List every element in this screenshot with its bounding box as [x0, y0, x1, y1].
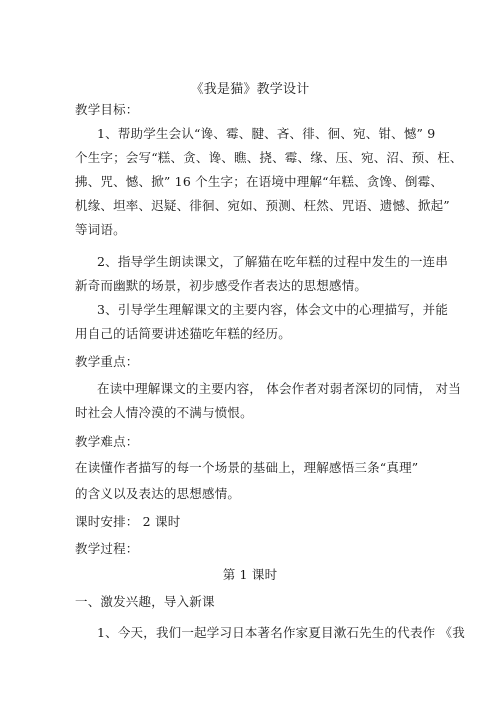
step-1-line-1: 1、今天，我们一起学习日本著名作家夏目漱石先生的代表作 《我	[97, 625, 465, 640]
key-points-line-1: 在读中理解课文的主要内容， 体会作者对弱者深切的同情， 对当	[97, 381, 461, 396]
goal-1-line-5: 等词语。	[75, 222, 126, 237]
difficulties-heading: 教学难点：	[75, 434, 139, 449]
lesson-title: 第 1 课时	[222, 567, 278, 582]
goal-1-line-1: 1、帮助学生会认“谗、霉、腱、吝、徘、徊、宛、钳、憾” 9	[97, 126, 436, 141]
goal-1-line-3: 拂、咒、憾、掀” 16 个生字；在语境中理解“年糕、贪馋、倒霉、	[75, 174, 444, 189]
goal-3-line-1: 3、引导学生理解课文的主要内容，体会文中的心理描写，并能	[97, 302, 449, 317]
difficulties-line-1: 在读懂作者描写的每一个场景的基础上，理解感悟三条“真理”	[75, 460, 419, 475]
goal-1-line-4: 机缘、坦率、迟疑、徘徊、宛如、预测、枉然、咒语、遗憾、掀起”	[75, 198, 450, 213]
key-points-heading: 教学重点：	[75, 354, 139, 369]
key-points-line-2: 时社会人情冷漠的不满与愤恨。	[75, 405, 253, 420]
goal-3-line-2: 用自己的话简要讲述猫吃年糕的经历。	[75, 326, 291, 341]
goal-2-line-1: 2、指导学生朗读课文，了解猫在吃年糕的过程中发生的一连串	[97, 254, 449, 269]
goals-heading: 教学目标：	[75, 102, 139, 117]
schedule-line: 课时安排： 2 课时	[75, 514, 181, 529]
process-heading: 教学过程：	[75, 541, 139, 556]
document-title: 《我是猫》教学设计	[190, 82, 310, 97]
goal-1-line-2: 个生字；会写“糕、贪、谗、瞧、挠、霉、缘、压、宛、沼、预、枉、	[75, 150, 463, 165]
difficulties-line-2: 的含义以及表达的思想感情。	[75, 486, 241, 501]
step-1-heading: 一、激发兴趣，导入新课	[75, 594, 215, 609]
goal-2-line-2: 新奇而幽默的场景，初步感受作者表达的思想感情。	[75, 278, 368, 293]
